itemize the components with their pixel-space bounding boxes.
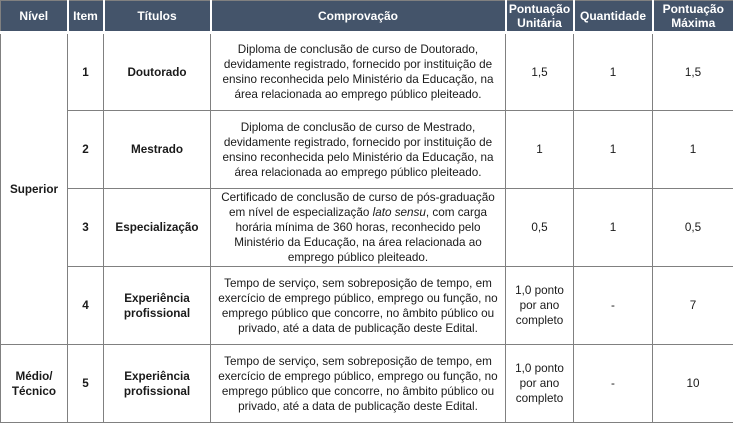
item-cell: 2 bbox=[68, 111, 104, 189]
pontuacao-unitaria-cell: 1,0 ponto por ano completo bbox=[506, 267, 574, 345]
comprovacao-text-italic: lato sensu bbox=[372, 206, 426, 219]
header-cell-item: Item bbox=[68, 1, 104, 33]
table-row-experiencia-medio-tecnico bbox=[1, 345, 733, 423]
comprovacao-cell bbox=[211, 111, 506, 189]
comprovacao-cell bbox=[211, 267, 506, 345]
item-cell: 4 bbox=[68, 267, 104, 345]
comprovacao-cell bbox=[211, 33, 506, 111]
header-cell-pontuacao-unitaria: Pontuação Unitária bbox=[506, 1, 574, 33]
header-cell-nivel: Nível bbox=[1, 1, 68, 33]
quantidade-cell: - bbox=[574, 267, 653, 345]
pontuacao-unitaria-cell: 1,5 bbox=[506, 33, 574, 111]
titulo-cell: Doutorado bbox=[104, 33, 211, 111]
quantidade-cell: 1 bbox=[574, 111, 653, 189]
header-row bbox=[1, 1, 733, 33]
table-row-experiencia-superior bbox=[1, 267, 733, 345]
quantidade-cell: 1 bbox=[574, 33, 653, 111]
comprovacao-text: Diploma de conclusão de curso de Mestrado, devidamente registrado, fornecido por instituição de ensino reconhecida pelo Ministério da Educação, na área relacionada ao emprego público pleiteado. bbox=[222, 120, 494, 179]
titulo-cell: Experiência profissional bbox=[104, 345, 211, 423]
nivel-cell-superior: Superior bbox=[1, 33, 68, 345]
comprovacao-cell bbox=[211, 345, 506, 423]
header-cell-titulos: Títulos bbox=[104, 1, 211, 33]
comprovacao-text-before: Certificado de conclusão de curso de pós-graduação em nível de especialização bbox=[221, 191, 495, 219]
item-cell: 1 bbox=[68, 33, 104, 111]
quantidade-cell: 1 bbox=[574, 189, 653, 267]
header-cell-comprovacao: Comprovação bbox=[211, 1, 506, 33]
pontuacao-maxima-cell: 7 bbox=[653, 267, 733, 345]
titulo-cell: Mestrado bbox=[104, 111, 211, 189]
pontuacao-maxima-cell: 1,5 bbox=[653, 33, 733, 111]
pontuacao-maxima-cell: 1 bbox=[653, 111, 733, 189]
comprovacao-text: Tempo de serviço, sem sobreposição de tempo, em exercício de emprego público, emprego ou função, no emprego público que concorre, no âmbito público ou privado, até a data de publicação deste Edital. bbox=[218, 276, 498, 335]
titulo-cell: Experiência profissional bbox=[104, 267, 211, 345]
comprovacao-text: Tempo de serviço, sem sobreposição de tempo, em exercício de emprego público, emprego ou função, no emprego público que concorre, no âmbito público ou privado, até a data de publicação deste Edital. bbox=[218, 354, 498, 413]
table-row-doutorado bbox=[1, 33, 733, 111]
header-cell-quantidade: Quantidade bbox=[574, 1, 653, 33]
header-cell-pontuacao-maxima: Pontuação Máxima bbox=[653, 1, 733, 33]
table-row-mestrado bbox=[1, 111, 733, 189]
pontuacao-maxima-cell: 10 bbox=[653, 345, 733, 423]
comprovacao-text: Diploma de conclusão de curso de Doutorado, devidamente registrado, fornecido por instituição de ensino reconhecida pelo Ministério da Educação, na área relacionada ao emprego público pleiteado. bbox=[222, 43, 494, 101]
pontuacao-maxima-cell: 0,5 bbox=[653, 189, 733, 267]
pontuacao-unitaria-cell: 1 bbox=[506, 111, 574, 189]
pontuacao-unitaria-cell: 1,0 ponto por ano completo bbox=[506, 345, 574, 423]
comprovacao-cell bbox=[211, 189, 506, 267]
item-cell: 5 bbox=[68, 345, 104, 423]
quantidade-cell: - bbox=[574, 345, 653, 423]
titulo-cell: Especialização bbox=[104, 189, 211, 267]
comprovacao-text-after: , com carga horária mínima de 360 horas, reconhecido pelo Ministério da Educação, na área relacionada ao emprego público pleiteado. bbox=[234, 206, 487, 264]
item-cell: 3 bbox=[68, 189, 104, 267]
table-row-especializacao bbox=[1, 189, 733, 267]
nivel-cell-medio-tecnico: Médio/ Técnico bbox=[1, 345, 68, 423]
pontuacao-unitaria-cell: 0,5 bbox=[506, 189, 574, 267]
